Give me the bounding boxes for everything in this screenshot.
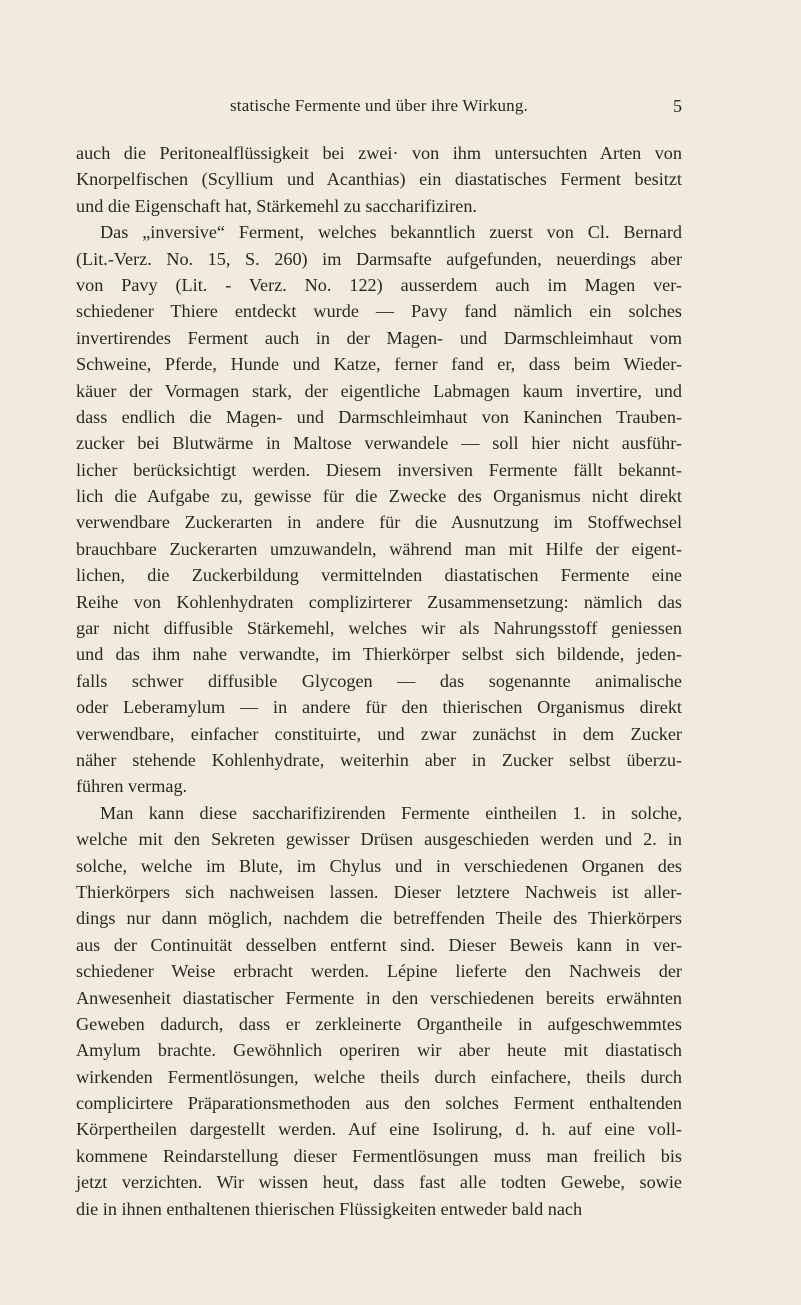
- text-line: schiedener Thiere entdeckt wurde — Pavy fand nämlich ein solches: [76, 301, 682, 322]
- text-line: schiedener Weise erbracht werden. Lépine lieferte den Nachweis der: [76, 961, 682, 982]
- text-line: jetzt verzichten. Wir wissen heut, dass fast alle todten Gewebe, sowie: [76, 1172, 682, 1193]
- text-line: von Pavy (Lit. - Verz. No. 122) ausserdem auch im Magen ver-: [76, 274, 682, 295]
- text-line: kommene Reindarstellung dieser Fermentlösungen muss man freilich bis: [76, 1145, 682, 1166]
- text-line: Anwesenheit diastatischer Fermente in den verschiedenen bereits erwähnten: [76, 987, 682, 1008]
- text-line: brauchbare Zuckerarten umzuwandeln, während man mit Hilfe der eigent-: [76, 538, 682, 559]
- text-line: und das ihm nahe verwandte, im Thierkörper selbst sich bildende, jeden-: [76, 644, 682, 665]
- text-line: Schweine, Pferde, Hunde und Katze, ferner fand er, dass beim Wieder-: [76, 354, 682, 375]
- text-line: führen vermag.: [76, 776, 188, 797]
- text-line: dass endlich die Magen- und Darmschleimhaut von Kaninchen Trauben-: [76, 406, 682, 427]
- body-text: [76, 140, 682, 1222]
- text-line: welche mit den Sekreten gewisser Drüsen ausgeschieden werden und 2. in: [76, 829, 682, 850]
- text-line: Thierkörpers sich nachweisen lassen. Dieser letztere Nachweis ist aller-: [76, 881, 682, 902]
- text-line: aus der Continuität desselben entfernt sind. Dieser Beweis kann in ver-: [76, 934, 682, 955]
- running-head: statische Fermente und über ihre Wirkung.: [229, 96, 528, 115]
- paragraph: [76, 219, 682, 800]
- text-line: Körpertheilen dargestellt werden. Auf eine Isolirung, d. h. auf eine voll-: [76, 1119, 682, 1140]
- text-line: complicirtere Präparationsmethoden aus den solches Ferment enthaltenden: [76, 1093, 682, 1114]
- text-line: Reihe von Kohlenhydraten complizirterer Zusammensetzung: nämlich das: [76, 591, 682, 612]
- paragraph: [76, 800, 682, 1222]
- text-line: lich die Aufgabe zu, gewisse für die Zwecke des Organismus nicht direkt: [76, 486, 682, 507]
- text-line: verwendbare, einfacher constituirte, und zwar zunächst in dem Zucker: [76, 723, 682, 744]
- text-line: zucker bei Blutwärme in Maltose verwandele — soll hier nicht ausführ-: [76, 433, 682, 454]
- page-number: 5: [673, 96, 682, 116]
- text-line: Amylum brachte. Gewöhnlich operiren wir aber heute mit diastatisch: [76, 1040, 682, 1061]
- text-line: licher berücksichtigt werden. Diesem inversiven Fermente fällt bekannt-: [76, 459, 682, 480]
- text-line: Geweben dadurch, dass er zerkleinerte Organtheile in aufgeschwemmtes: [76, 1013, 682, 1034]
- text-line: (Lit.-Verz. No. 15, S. 260) im Darmsafte aufgefunden, neuerdings aber: [76, 248, 682, 269]
- text-line: Man kann diese saccharifizirenden Fermente eintheilen 1. in solche,: [100, 802, 682, 823]
- text-line: und die Eigenschaft hat, Stärkemehl zu saccharifiziren.: [76, 195, 477, 216]
- paragraph: [76, 140, 682, 219]
- text-line: Das „inversive“ Ferment, welches bekanntlich zuerst von Cl. Bernard: [100, 222, 682, 243]
- text-line: näher stehende Kohlenhydrate, weiterhin aber in Zucker selbst überzu-: [76, 749, 682, 770]
- text-line: falls schwer diffusible Glycogen — das sogenannte animalische: [76, 670, 682, 691]
- text-line: dings nur dann möglich, nachdem die betreffenden Theile des Thierkörpers: [76, 908, 682, 929]
- text-line: die in ihnen enthaltenen thierischen Flüssigkeiten entweder bald nach: [76, 1198, 583, 1219]
- text-line: invertirendes Ferment auch in der Magen- und Darmschleimhaut vom: [76, 327, 682, 348]
- text-line: wirkenden Fermentlösungen, welche theils durch einfachere, theils durch: [76, 1066, 682, 1087]
- text-line: oder Leberamylum — in andere für den thierischen Organismus direkt: [76, 697, 682, 718]
- text-line: lichen, die Zuckerbildung vermittelnden diastatischen Fermente eine: [76, 565, 682, 586]
- text-line: verwendbare Zuckerarten in andere für die Ausnutzung im Stoffwechsel: [76, 512, 682, 533]
- page-header: [76, 96, 682, 120]
- text-line: auch die Peritonealflüssigkeit bei zwei· von ihm untersuchten Arten von: [76, 143, 682, 163]
- text-line: solche, welche im Blute, im Chylus und in verschiedenen Organen des: [76, 855, 682, 876]
- text-line: gar nicht diffusible Stärkemehl, welches wir als Nahrungsstoff geniessen: [76, 618, 682, 639]
- text-line: Knorpelfischen (Scyllium und Acanthias) ein diastatisches Ferment besitzt: [76, 169, 682, 190]
- text-line: käuer der Vormagen stark, der eigentliche Labmagen kaum invertire, und: [76, 380, 682, 401]
